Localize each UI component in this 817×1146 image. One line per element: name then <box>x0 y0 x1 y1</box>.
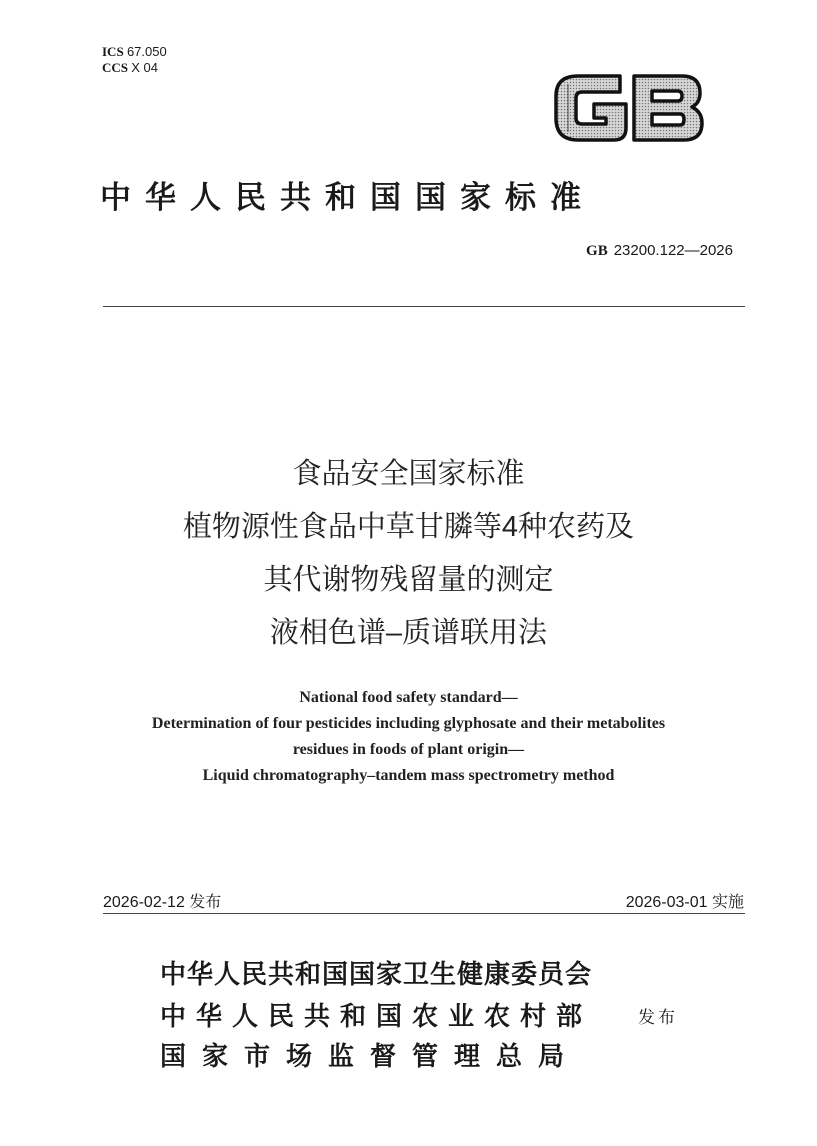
title-zh-line-1: 食品安全国家标准 <box>292 458 525 490</box>
issue-label: 发布 <box>638 1008 678 1027</box>
issuer-market-regulation: 国家市场监督管理总局 <box>160 1042 581 1071</box>
publish-date <box>103 889 221 912</box>
ccs-label: CCS <box>102 60 129 75</box>
implement-label: 实施 <box>711 894 744 911</box>
issuer-agriculture-ministry: 中华人民共和国农业农村部 <box>160 1002 593 1031</box>
standard-code: 23200.122—2026 <box>613 242 733 259</box>
footer-divider <box>103 913 745 914</box>
title-en-line-3: residues in foods of plant origin— <box>292 741 525 758</box>
publish-label: 发布 <box>189 894 222 911</box>
ccs-code <box>102 60 167 76</box>
classification-codes <box>102 44 167 76</box>
ccs-value: X 04 <box>131 60 159 75</box>
standard-prefix: GB <box>586 243 608 259</box>
title-en-line-1: National food safety standard— <box>299 689 518 706</box>
title-zh-line-4: 液相色谱–质谱联用法 <box>269 617 548 649</box>
gb-logo-icon <box>548 66 706 146</box>
header-divider <box>103 306 745 307</box>
ics-code <box>102 44 167 60</box>
title-zh-line-2: 植物源性食品中草甘膦等4种农药及 <box>182 511 635 543</box>
ics-label: ICS <box>102 44 124 59</box>
country-standard-title: 中华人民共和国国家标准 <box>100 180 595 215</box>
issuer-health-commission: 中华人民共和国国家卫生健康委员会 <box>160 960 593 989</box>
title-en-line-2: Determination of four pesticides including glyphosate and their metabolites <box>151 715 666 732</box>
implement-date-value: 2026-03-01 <box>625 894 708 911</box>
gb-logo-text: GB <box>548 66 550 67</box>
title-en-line-4: Liquid chromatography–tandem mass spectrometry method <box>202 767 615 784</box>
publish-date-value: 2026-02-12 <box>103 894 185 911</box>
ics-value: 67.050 <box>126 44 167 59</box>
title-zh-line-3: 其代谢物残留量的测定 <box>263 564 554 596</box>
implementation-date <box>626 889 744 912</box>
standard-number <box>586 242 733 260</box>
